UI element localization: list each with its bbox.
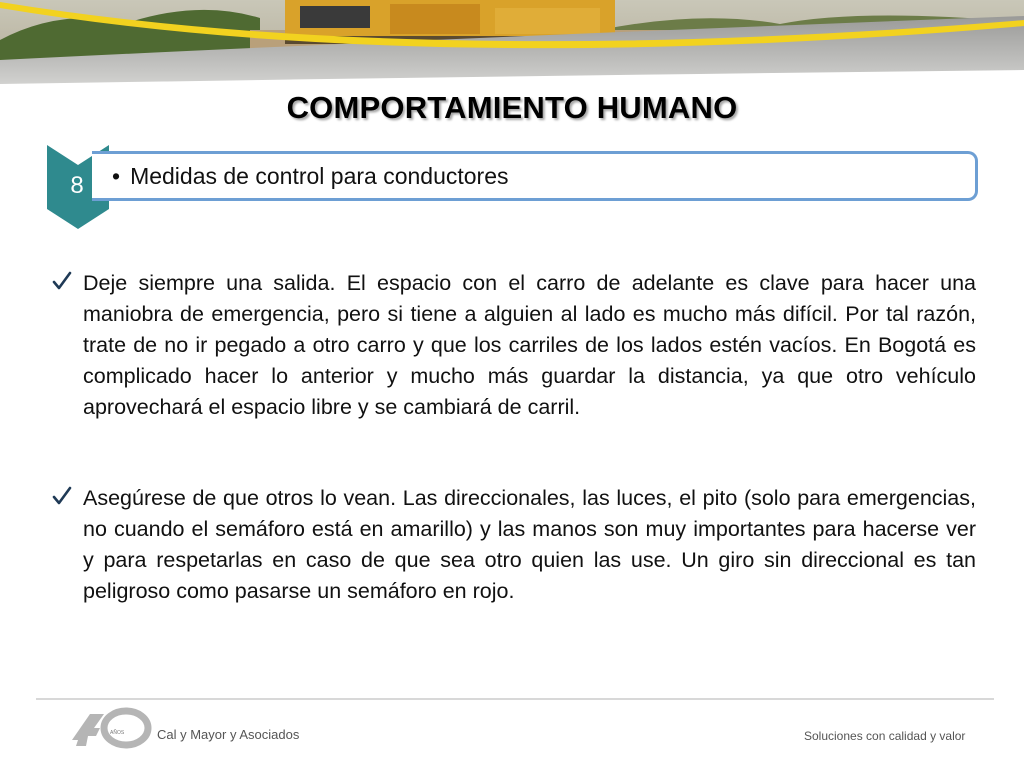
header-banner-image [0,0,1024,90]
bullet-item [52,483,976,607]
section-label-text: Medidas de control para conductores [130,163,509,189]
slide-title: COMPORTAMIENTO HUMANO [286,90,738,125]
footer-divider [36,698,994,700]
company-name: Cal y Mayor y Asociados [157,727,300,742]
bullet-text: Asegúrese de que otros lo vean. Las direccionales, las luces, el pito (solo para emergencias, no cuando el semáforo está en amarillo) y las manos son muy importantes para hacerse ver y para respetarlas en caso de que sea otro quien las use. Un giro sin direccional es tan peligroso como pasarse un semáforo en rojo. [83,486,976,603]
section-number: 8 [70,172,84,199]
company-40-years-logo [68,706,152,750]
checkmark-icon [52,270,72,292]
logo-years-text: AÑOS [110,730,125,736]
bullet-text: Deje siempre una salida. El espacio con el carro de adelante es clave para hacer una maniobra de emergencia, pero si tiene a alguien al lado es mucho más difícil. Por tal razón, trate de no ir pegado a otro carro y que los carriles de los lados estén vacíos. En Bogotá es complicado hacer lo anterior y mucho más guardar la distancia, ya que otro vehículo aprovechará el espacio libre y se cambiará de carril. [83,271,976,419]
bullet-dot: • [112,163,121,189]
checkmark-icon [52,485,72,507]
section-heading [112,163,509,190]
section-header-box [92,151,978,201]
bullet-item [52,268,976,423]
footer-tagline: Soluciones con calidad y valor [804,729,966,743]
